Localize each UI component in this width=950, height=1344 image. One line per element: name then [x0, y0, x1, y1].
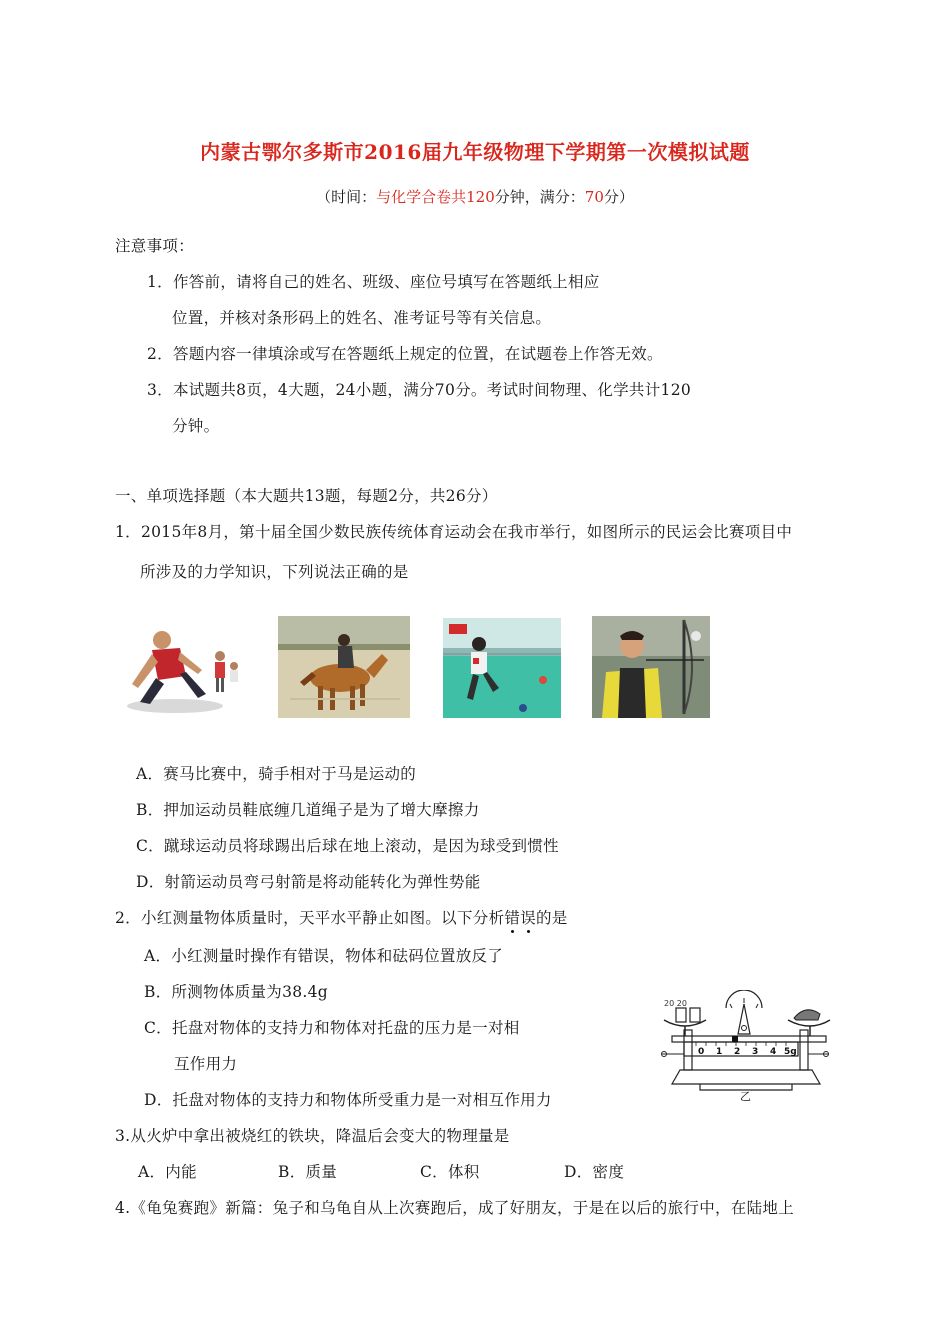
question-2-option-c: C．托盘对物体的支持力和物体对托盘的压力是一对相	[144, 1019, 520, 1037]
question-3-option-a: A．内能	[138, 1163, 197, 1181]
archery-photo	[592, 616, 710, 718]
subtitle-time: 与化学合卷共120	[376, 188, 495, 206]
question-4-stem: 4.《龟兔赛跑》新篇：兔子和乌龟自从上次赛跑后，成了好朋友，于是在以后的旅行中，在陆地上	[115, 1199, 794, 1217]
question-1-option-b: B．押加运动员鞋底缠几道绳子是为了增大摩擦力	[136, 801, 480, 819]
notice-item-1: 1．作答前，请将自己的姓名、班级、座位号填写在答题纸上相应	[147, 273, 600, 291]
question-1-option-a: A．赛马比赛中，骑手相对于马是运动的	[136, 765, 417, 783]
ruler-label-1: 1	[716, 1047, 723, 1057]
question-2-stem-post: 的是	[536, 909, 568, 927]
question-1-option-c: C．蹴球运动员将球踢出后球在地上滚动，是因为球受到惯性	[136, 837, 559, 855]
question-2-option-b: B．所测物体质量为38.4g	[144, 983, 329, 1001]
ruler-label-3: 3	[752, 1047, 759, 1057]
kick-ball-photo	[443, 618, 561, 718]
balance-scale-diagram	[660, 990, 832, 1102]
document-subtitle	[0, 186, 950, 207]
ruler-label-2: 2	[734, 1047, 741, 1057]
notice-item-3-cont: 分钟。	[172, 417, 220, 435]
figure-caption: 乙	[740, 1090, 751, 1102]
question-3-option-c: C．体积	[420, 1163, 480, 1181]
weights-mark: 20 20	[664, 999, 687, 1008]
subtitle-pre: （时间：	[316, 188, 377, 206]
question-1-stem: 1．2015年8月，第十届全国少数民族传统体育运动会在我市举行，如图所示的民运会比赛项目中	[115, 523, 793, 541]
question-3-option-b: B．质量	[278, 1163, 338, 1181]
notice-heading: 注意事项：	[115, 237, 195, 255]
document-title: 内蒙古鄂尔多斯市2016届九年级物理下学期第一次模拟试题	[200, 140, 750, 164]
emphasis-char-2: 误	[520, 909, 536, 927]
ruler-label-5: 5g	[784, 1047, 797, 1057]
subtitle-post: 分）	[603, 188, 634, 206]
emphasis-char-1: 错	[504, 909, 521, 927]
subtitle-score: 70	[584, 188, 604, 206]
question-2-option-a: A．小红测量时操作有错误，物体和砝码位置放反了	[144, 947, 504, 965]
question-2-option-d: D．托盘对物体的支持力和物体所受重力是一对相互作用力	[144, 1091, 552, 1109]
question-2-stem	[115, 906, 568, 928]
question-2-stem-pre: 2．小红测量物体质量时，天平水平静止如图。以下分析	[115, 909, 505, 927]
question-1-stem-cont: 所涉及的力学知识，下列说法正确的是	[140, 563, 409, 581]
ruler-label-4: 4	[770, 1047, 777, 1057]
notice-item-2: 2．答题内容一律填涂或写在答题纸上规定的位置，在试题卷上作答无效。	[147, 345, 663, 363]
notice-item-1-cont: 位置，并核对条形码上的姓名、准考证号等有关信息。	[172, 309, 552, 327]
ruler-label-0: 0	[698, 1047, 705, 1057]
question-1-option-d: D．射箭运动员弯弓射箭是将动能转化为弹性势能	[136, 873, 481, 891]
question-2-option-c-cont: 互作用力	[174, 1055, 238, 1073]
question-3-stem: 3.从火炉中拿出被烧红的铁块，降温后会变大的物理量是	[115, 1127, 510, 1145]
section-heading: 一、单项选择题（本大题共13题，每题2分，共26分）	[115, 487, 498, 505]
horse-racing-photo	[278, 616, 410, 718]
subtitle-mid: 分钟，满分：	[494, 188, 585, 206]
question-3-option-d: D．密度	[564, 1163, 625, 1181]
notice-item-3: 3．本试题共8页，4大题，24小题，满分70分。考试时间物理、化学共计120	[147, 381, 692, 399]
tug-of-war-athlete-photo	[120, 618, 250, 720]
